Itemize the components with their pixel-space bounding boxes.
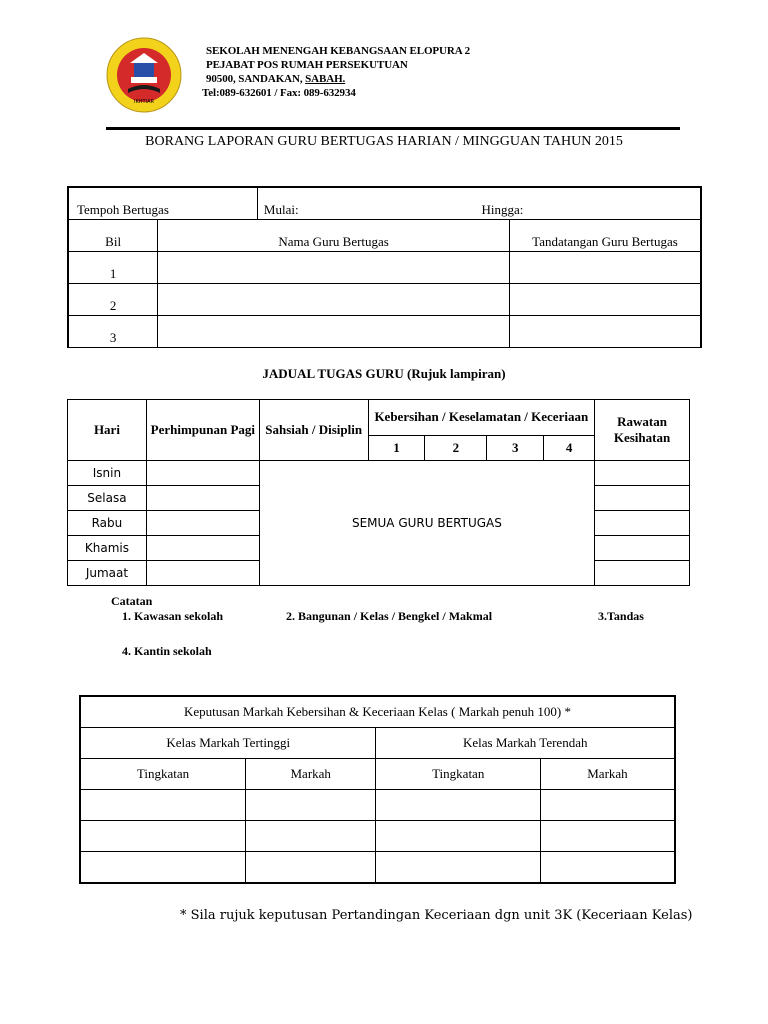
- col-mark-high: Markah: [245, 759, 376, 790]
- col-discipline: Sahsiah / Disiplin: [259, 400, 368, 461]
- school-logo: [106, 37, 182, 113]
- assembly-cell[interactable]: [146, 511, 259, 536]
- start-date-field[interactable]: Mulai:: [257, 187, 509, 220]
- col-health: Rawatan Kesihatan: [595, 400, 690, 461]
- row-number: 3: [68, 316, 158, 348]
- mark-cell[interactable]: [245, 790, 376, 821]
- school-phone-fax: Tel:089-632601 / Fax: 089-632934: [202, 87, 356, 99]
- clean-sub-2: 2: [425, 435, 487, 460]
- col-day: Hari: [68, 400, 147, 461]
- marks-table: [79, 695, 676, 884]
- signature-cell[interactable]: [510, 252, 702, 284]
- footnote: * Sila rujuk keputusan Pertandingan Keceriaan dgn unit 3K (Keceriaan Kelas): [180, 908, 693, 923]
- period-label: Tempoh Bertugas: [68, 187, 257, 220]
- clean-sub-1: 1: [368, 435, 425, 460]
- form-cell[interactable]: [80, 852, 245, 884]
- all-teachers-cell: SEMUA GURU BERTUGAS: [259, 461, 594, 586]
- col-assembly: Perhimpunan Pagi: [146, 400, 259, 461]
- signature-cell[interactable]: [510, 316, 702, 348]
- schedule-title: JADUAL TUGAS GURU (Rujuk lampiran): [262, 366, 506, 381]
- row-number: 2: [68, 284, 158, 316]
- marks-title: Keputusan Markah Kebersihan & Keceriaan Kelas ( Markah penuh 100) *: [80, 696, 675, 728]
- notes-title: Catatan: [111, 594, 153, 608]
- form-title: BORANG LAPORAN GURU BERTUGAS HARIAN / MINGGUAN TAHUN 2015: [145, 134, 623, 149]
- end-date-field[interactable]: Hingga:: [510, 187, 702, 220]
- day-label: Isnin: [68, 461, 147, 486]
- health-cell[interactable]: [595, 536, 690, 561]
- school-postcode: 90500, SANDAKAN, SABAH.: [206, 73, 346, 85]
- lowest-header: Kelas Markah Terendah: [376, 728, 675, 759]
- day-label: Jumaat: [68, 561, 147, 586]
- schedule-table: [67, 399, 690, 586]
- col-signature: Tandatangan Guru Bertugas: [510, 220, 702, 252]
- duty-teacher-table: [67, 186, 702, 348]
- mark-cell[interactable]: [540, 790, 675, 821]
- assembly-cell[interactable]: [146, 461, 259, 486]
- note-item-2: 2. Bangunan / Kelas / Bengkel / Makmal: [286, 609, 493, 623]
- mark-cell[interactable]: [540, 852, 675, 884]
- svg-text:IKHTIAR: IKHTIAR: [134, 99, 154, 105]
- day-label: Rabu: [68, 511, 147, 536]
- form-cell[interactable]: [80, 821, 245, 852]
- teacher-name-cell[interactable]: [158, 284, 510, 316]
- health-cell[interactable]: [595, 511, 690, 536]
- col-teacher-name: Nama Guru Bertugas: [158, 220, 510, 252]
- note-item-3: 3.Tandas: [598, 609, 644, 623]
- form-cell[interactable]: [376, 790, 540, 821]
- note-item-1: 1. Kawasan sekolah: [122, 609, 224, 623]
- highest-header: Kelas Markah Tertinggi: [80, 728, 376, 759]
- signature-cell[interactable]: [510, 284, 702, 316]
- clean-sub-4: 4: [544, 435, 595, 460]
- form-cell[interactable]: [376, 821, 540, 852]
- day-label: Khamis: [68, 536, 147, 561]
- col-form-high: Tingkatan: [80, 759, 245, 790]
- form-cell[interactable]: [80, 790, 245, 821]
- col-mark-low: Markah: [540, 759, 675, 790]
- form-cell[interactable]: [376, 852, 540, 884]
- health-cell[interactable]: [595, 486, 690, 511]
- health-cell[interactable]: [595, 561, 690, 586]
- header-rule: [106, 127, 680, 130]
- health-cell[interactable]: [595, 461, 690, 486]
- note-item-4: 4. Kantin sekolah: [122, 644, 212, 658]
- assembly-cell[interactable]: [146, 486, 259, 511]
- school-address: PEJABAT POS RUMAH PERSEKUTUAN: [206, 59, 408, 71]
- col-cleanliness: Kebersihan / Keselamatan / Keceriaan: [368, 400, 595, 436]
- col-form-low: Tingkatan: [376, 759, 540, 790]
- row-number: 1: [68, 252, 158, 284]
- teacher-name-cell[interactable]: [158, 316, 510, 348]
- mark-cell[interactable]: [245, 821, 376, 852]
- col-bil: Bil: [68, 220, 158, 252]
- school-name: SEKOLAH MENENGAH KEBANGSAAN ELOPURA 2: [206, 45, 471, 57]
- mark-cell[interactable]: [245, 852, 376, 884]
- teacher-name-cell[interactable]: [158, 252, 510, 284]
- mark-cell[interactable]: [540, 821, 675, 852]
- assembly-cell[interactable]: [146, 536, 259, 561]
- assembly-cell[interactable]: [146, 561, 259, 586]
- day-label: Selasa: [68, 486, 147, 511]
- clean-sub-3: 3: [487, 435, 544, 460]
